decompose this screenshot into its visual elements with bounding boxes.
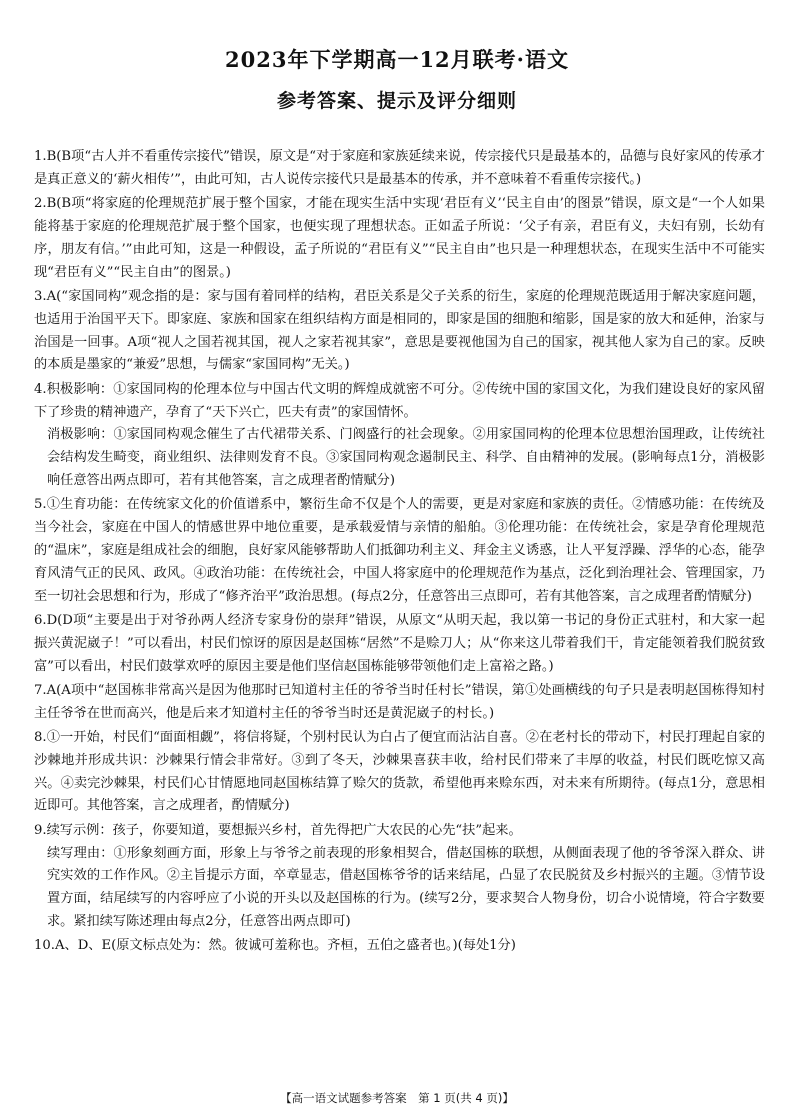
answer-text: 积极影响：①家国同构的伦理本位与中国古代文明的辉煌成就密不可分。②传统中国的家国文化，为我们建设良好的家风留下了珍贵的精神遗产，孕育了“天下兴亡，匹夫有责”的家国情怀。 — [34, 381, 765, 420]
answers-body — [34, 146, 765, 960]
answer-number: 2. — [34, 196, 47, 212]
answer-text: 续写示例：孩子，你要知道，要想振兴乡村，首先得把广大农民的心先“扶”起来。 — [46, 822, 522, 838]
answer-item-7 — [34, 680, 765, 726]
answer-text: A(“家国同构”观念指的是：家与国有着同样的结构，君臣关系是父子关系的衍生，家庭的伦理规范既适用于解决家庭问题，也适用于治国平天下。即家庭、家族和国家在组织结构方面是相同的，即家是国的细胞和缩影，国是家的放大和延伸，治家与治国是一回事。A项“视人之国若视其国，视人之家若视其家”，意思是要视他国为自己的国家，视其他人家为自己的家。反映的本质是墨家的“兼爱”思想，与儒家“家国同构”无关。) — [34, 288, 765, 373]
answer-number: 8. — [34, 730, 47, 746]
page-footer: 【高一语文试题参考答案 第 1 页(共 4 页)】 — [280, 1091, 514, 1105]
page-subtitle: 参考答案、提示及评分细则 — [276, 90, 517, 112]
answer-number: 10. — [34, 938, 55, 954]
answer-text: B(B项“将家庭的伦理规范扩展于整个国家，才能在现实生活中实现‘君臣有义’‘民主自由’的图景”错误，原文是“一个人如果能将基于家庭的伦理规范扩展于整个国家，也便实现了理想状态。正如孟子所说：‘父子有亲，君臣有义，夫妇有别，长幼有序，朋友有信。’”由此可知，这是一种假设，孟子所说的“君臣有义”“民主自由”也只是一种理想状态，在现实生活中不可能实现“君臣有义”“民主自由”的图景。) — [34, 196, 765, 280]
answer-item-5 — [34, 494, 765, 608]
answer-number: 3. — [34, 288, 47, 304]
answer-item-8 — [34, 727, 765, 818]
answer-text: ①生育功能：在传统家文化的价值谱系中，繁衍生命不仅是个人的需要，更是对家庭和家族的责任。②情感功能：在传统及当今社会，家庭在中国人的情感世界中地位重要，是承载爱情与亲情的船舶。③伦理功能：在传统社会，家是孕育伦理规范的“温床”，家庭是组成社会的细胞，良好家风能够帮助人们抵御功利主义、拜金主义诱惑，让人平复浮躁、浮华的心态，能孕育风清气正的民风、政风。④政治功能：在传统社会，中国人将家庭中的伦理规范作为基点，泛化到治理社会、管理国家，乃至一切社会思想和行为，形成了“修齐治平”政治思想。(每点2分，任意答出三点即可，若有其他答案，言之成理者酌情赋分) — [34, 497, 765, 604]
answer-text-continued: 续写理由：①形象刻画方面，形象上与爷爷之前表现的形象相契合，借赵国栋的联想，从侧面表现了他的爷爷深入群众、讲究实效的工作作风。②主旨提示方面，卒章显志，借赵国栋爷爷的话来结尾，凸显了农民脱贫及乡村振兴的主题。③情节设置方面，结尾续写的内容呼应了小说的开头以及赵国栋的行为。(续写2分，要求契合人物身份，切合小说情境，符合字数要求。紧扣续写陈述理由每点2分，任意答出两点即可) — [47, 845, 765, 930]
answer-text: D(D项“主要是出于对爷孙两人经济专家身份的崇拜”错误，从原文“从明天起，我以第一书记的身份正式驻村，和大家一起振兴黄泥崴子！”可以看出，村民们惊讶的原因是赵国栋“居然”不是赊刀人；从“你来这儿带着我们干，肯定能领着我们脱贫致富”可以看出，村民们鼓掌欢呼的原因主要是他们坚信赵国栋能够带领他们走上富裕之路。) — [34, 612, 765, 674]
answer-number: 7. — [34, 682, 47, 698]
answer-item-10 — [34, 935, 765, 958]
answer-text: A、D、E(原文标点处为：然。彼诚可羞称也。齐桓，五伯之盛者也。)(每处1分) — [54, 938, 516, 954]
answer-item-9 — [34, 820, 765, 934]
answer-item-6 — [34, 610, 765, 678]
answer-text: A(A项中“赵国栋非常高兴是因为他那时已知道村主任的爷爷当时任村长”错误，第①处画横线的句子只是表明赵国栋得知村主任爷爷在世而高兴，他是后来才知道村主任的爷爷当时还是黄泥崴子的村长。) — [34, 682, 765, 721]
answer-item-2 — [34, 193, 765, 284]
answer-number: 4. — [34, 381, 47, 397]
answer-item-1 — [34, 146, 765, 192]
answer-text: ①一开始，村民们“面面相觑”，将信将疑，个别村民认为白占了便宜而沾沾自喜。②在老村长的带动下，村民打理起自家的沙棘地并形成共识：沙棘果行情会非常好。③到了冬天，沙棘果喜获丰收，给村民们带来了丰厚的收益，村民们既吃惊又高兴。④卖完沙棘果，村民们心甘情愿地同赵国栋结算了赊欠的货款，希望他再来赊东西，对未来有所期待。(每点1分，意思相近即可。其他答案，言之成理者，酌情赋分) — [34, 730, 765, 814]
answer-item-3 — [34, 286, 765, 377]
page-title: 2023年下学期高一12月联考·语文 — [225, 47, 569, 72]
answer-item-4 — [34, 379, 765, 493]
answer-number: 5. — [34, 497, 47, 513]
answer-number: 9. — [34, 822, 47, 838]
answer-text-continued: 消极影响：①家国同构观念催生了古代裙带关系、门阀盛行的社会现象。②用家国同构的伦理本位思想治国理政，让传统社会结构发生畸变，商业组织、法律则发育不良。③家国同构观念遏制民主、科学、自由精神的发展。(影响每点1分，消极影响任意答出两点即可，若有其他答案，言之成理者酌情赋分) — [47, 427, 765, 488]
answer-number: 1. — [34, 149, 47, 164]
answer-number: 6. — [34, 612, 47, 628]
answer-text: B(B项“古人并不看重传宗接代”错误，原文是“对于家庭和家族延续来说，传宗接代只是最基本的，品德与良好家风的传承才是真正意义的‘薪火相传’”，由此可知，古人说传宗接代只是最基本的传承，并不意味着不看重传宗接代。) — [34, 149, 765, 187]
